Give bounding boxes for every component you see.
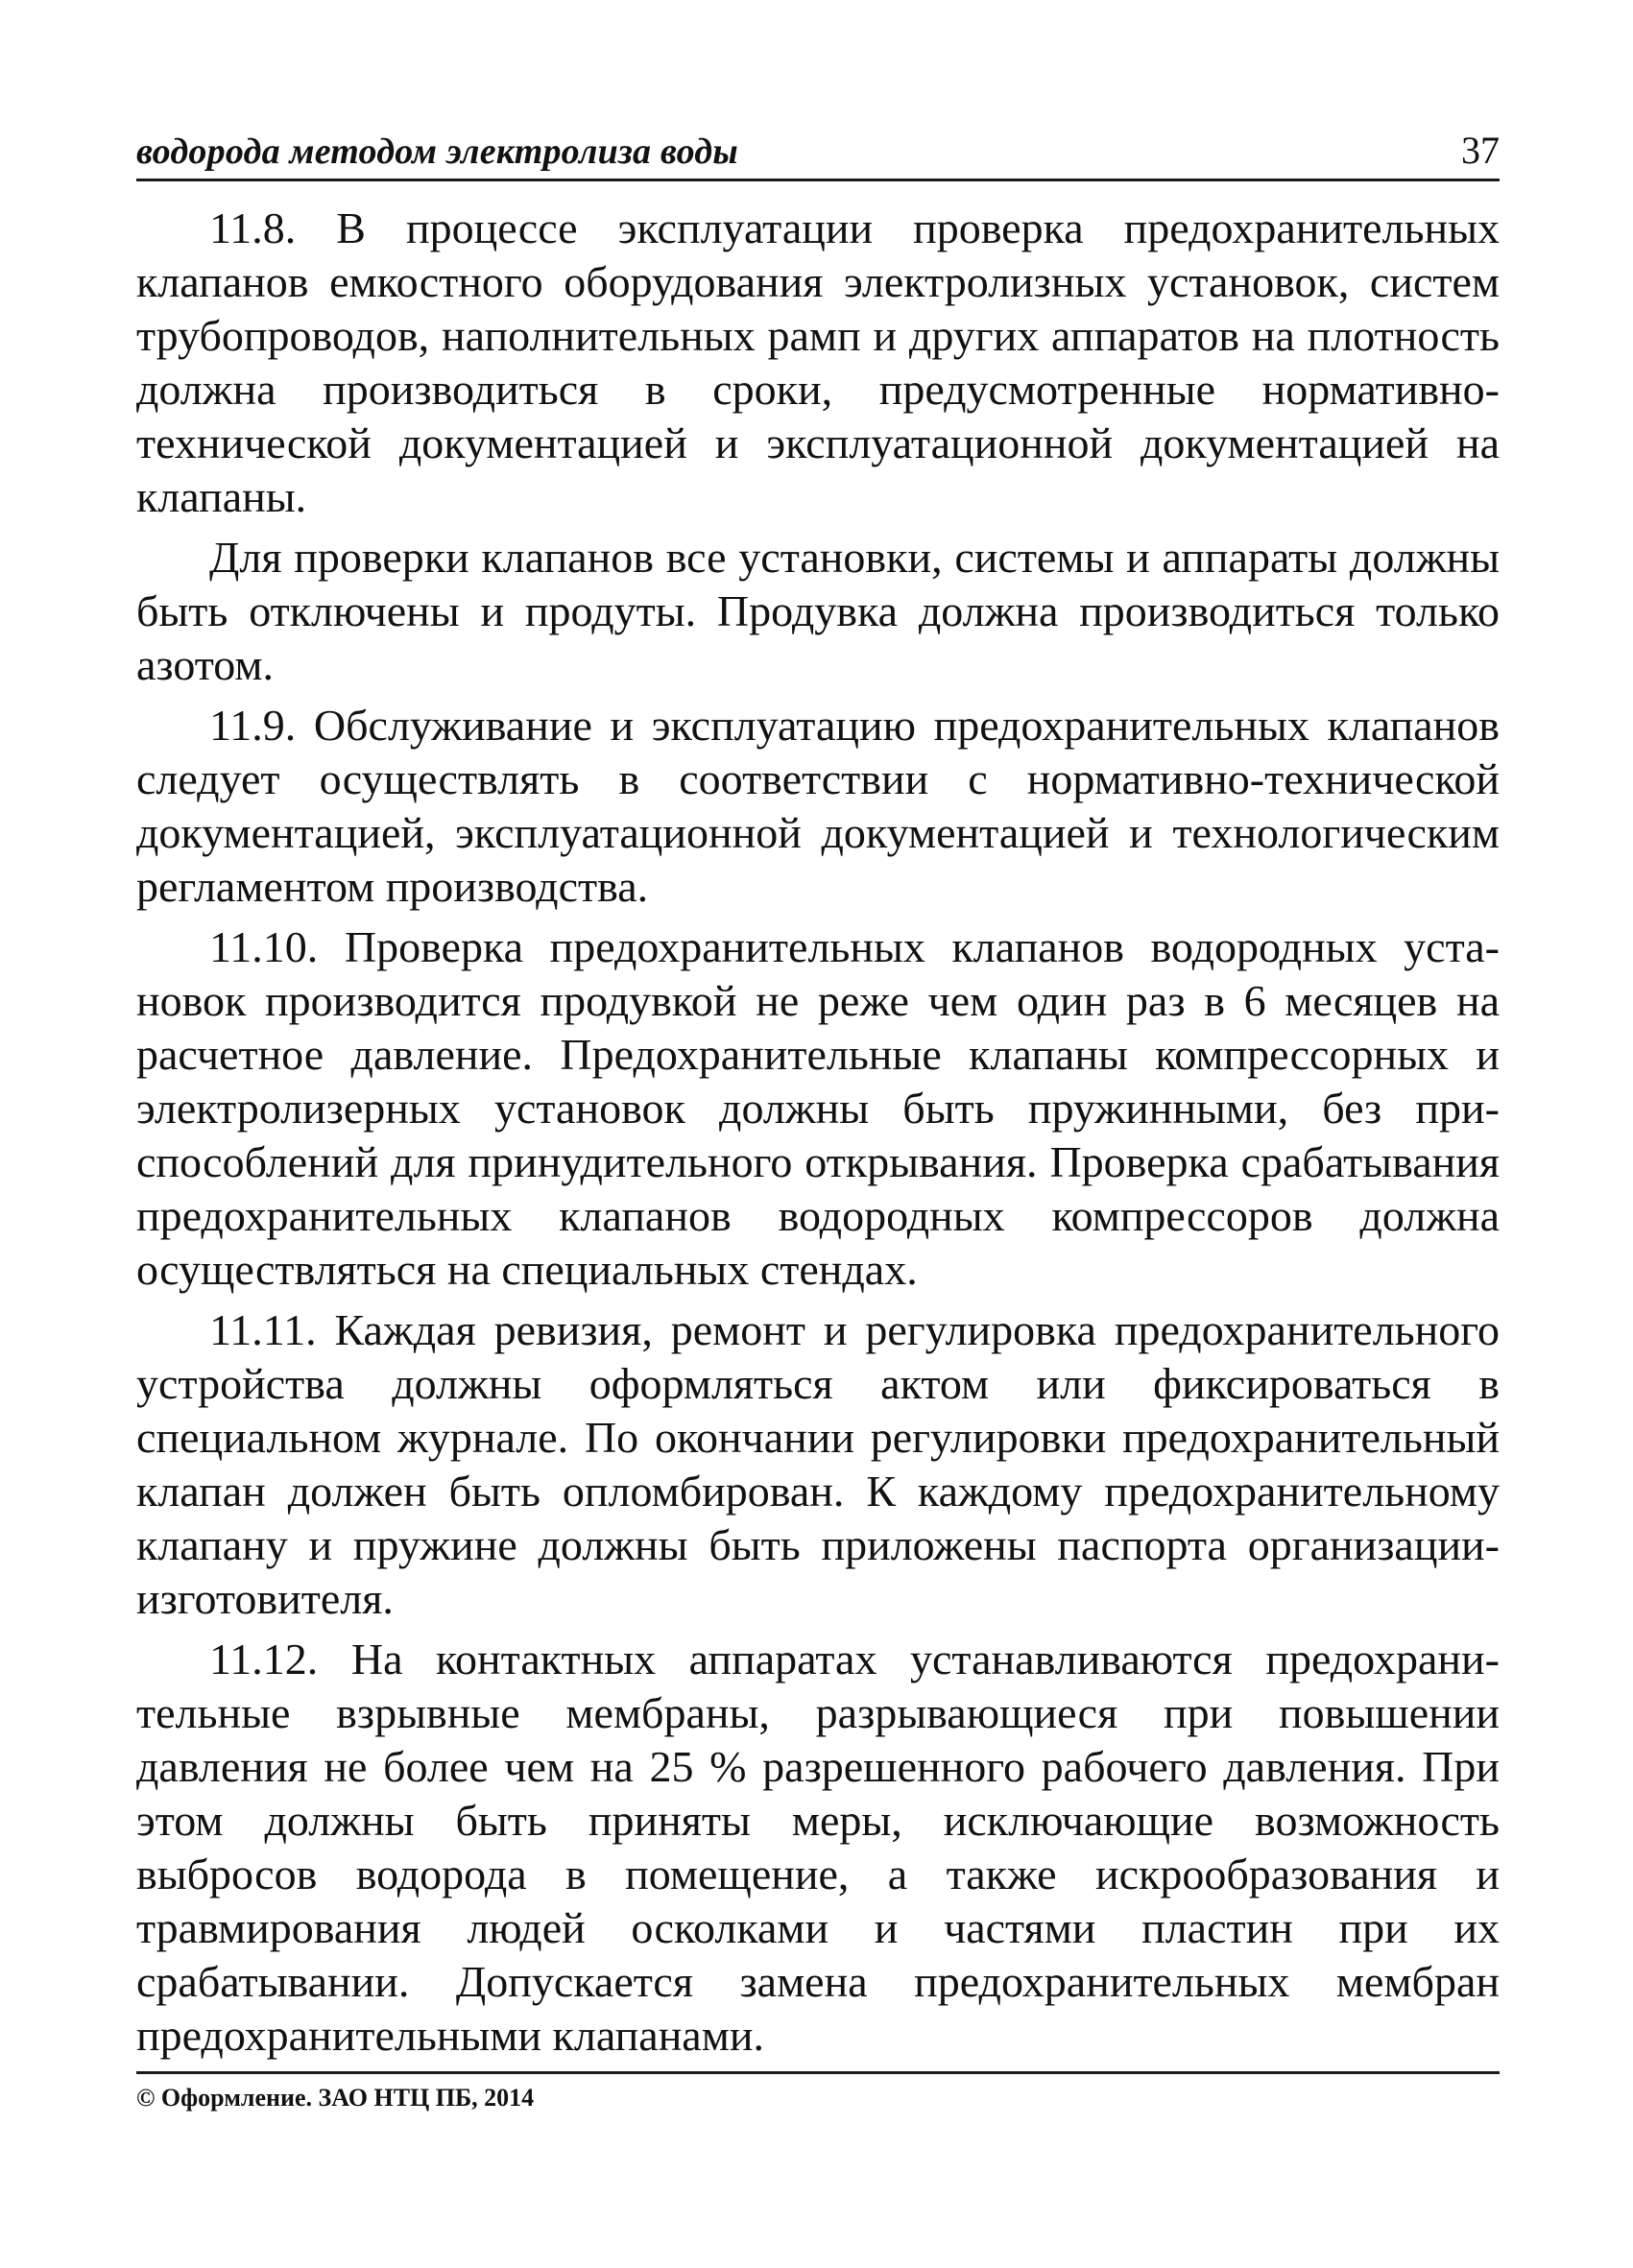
paragraph-valve-check: Для проверки клапанов все установки, системы и аппараты должны быть отключены и продуты. Продувка должна производиться только азотом. [136, 533, 1500, 689]
paragraph-11-10: 11.10. Проверка предохранительных клапанов водородных установок производится продувкой не реже чем один раз в 6 месяцев на расчетное давление. Предохранительные клапаны компрессорных и электролизерных установок должны быть пружинными, без приспособлений для принудительного открывания. Проверка срабатывания предохранительных клапанов водородных компрессоров должна осуществляться на специальных стендах. [136, 922, 1500, 1294]
paragraph-11-12: 11.12. На контактных аппаратах устанавливаются предохранительные взрывные мембраны, разрывающиеся при повышении давления не более чем на 25 % разрешенного рабочего давления. При этом должны быть приняты меры, исключающие возможность выбросов водорода в помещение, а также искрообразования и травмирования людей осколками и частями пластин при их срабатывании. Допускается замена предохранительных мембран предохранительными клапанами. [136, 1635, 1500, 2060]
paragraph-11-9: 11.9. Обслуживание и эксплуатацию предохранительных клапанов следует осуществлять в соответствии с нормативно-технической документацией, эксплуатационной документацией и технологическим регламентом производства. [136, 701, 1500, 911]
paragraph-11-11: 11.11. Каждая ревизия, ремонт и регулировка предохранительного устройства должны оформляться актом или фиксироваться в специальном журнале. По окончании регулировки предохранительный клапан должен быть опломбирован. К каждому предохранительному клапану и пружине должны быть приложены паспорта организации-изготовителя. [136, 1305, 1500, 1623]
running-title: водорода методом электролиза воды [136, 131, 738, 172]
paragraph-11-8: 11.8. В процессе эксплуатации проверка предохранительных клапанов емкостного оборудования электролизных установок, систем трубопроводов, наполнительных рамп и других аппаратов на плотность должна производиться в сроки, предусмотренные нормативно-технической документацией и эксплуатационной документацией на клапаны. [136, 203, 1500, 521]
body-text [136, 202, 1500, 2069]
page-number: 37 [1461, 129, 1500, 172]
page-footer [136, 2071, 1500, 2113]
page-header [136, 123, 1500, 181]
copyright-notice: © Оформление. ЗАО НТЦ ПБ, 2014 [136, 2084, 535, 2112]
